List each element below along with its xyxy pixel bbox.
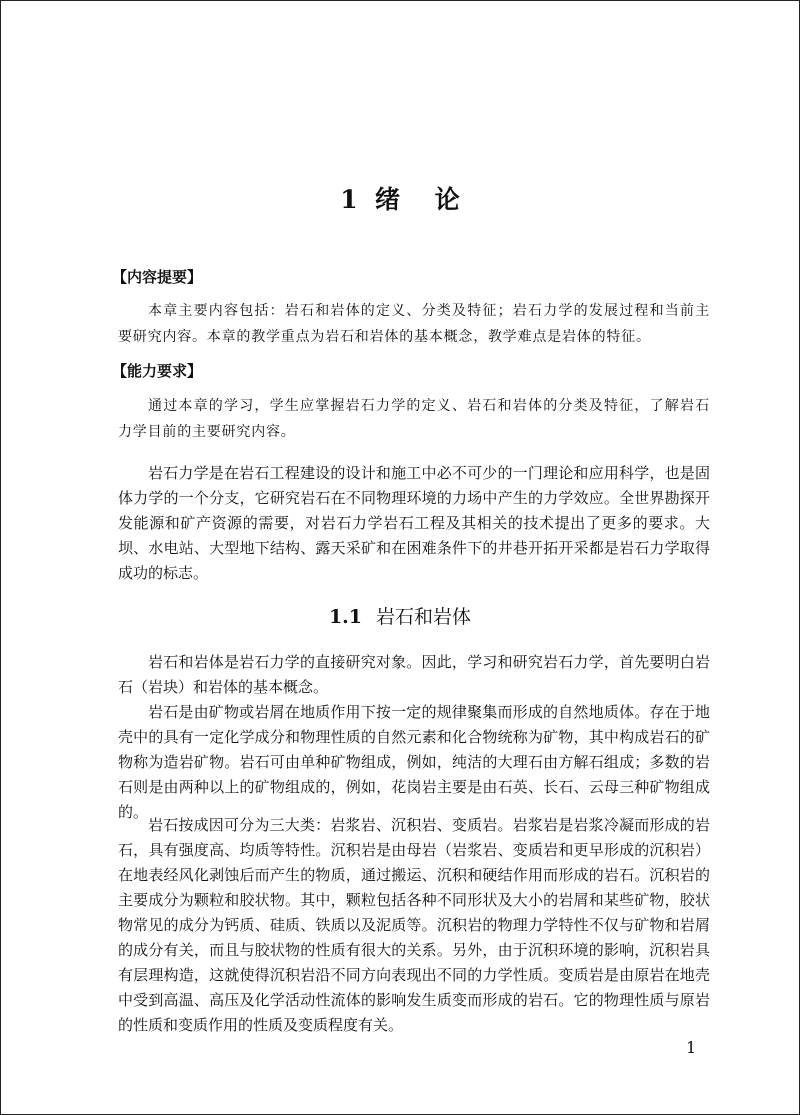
ability-text: 通过本章的学习，学生应掌握岩石力学的定义、岩石和岩体的分类及特征，了解岩石力学目前的主要研究内容。 <box>118 398 710 440</box>
section-paragraph-2: 岩石是由矿物或岩屑在地质作用下按一定的规律聚集而形成的自然地质体。存在于地壳中的具有一定化学成分和物理性质的自然元素和化合物统称为矿物，其中构成岩石的矿物称为造岩矿物。岩石可由单种矿物组成，例如，纯洁的大理石由方解石组成；多数的岩石则是由两种以上的矿物组成的，例如，花岗岩主要是由石英、长石、云母三种矿物组成的。 <box>118 703 710 821</box>
page-number: 1 <box>686 1038 697 1057</box>
section-number: 1.1 <box>328 606 363 628</box>
ability-heading: 【能力要求】 <box>112 362 203 380</box>
summary-heading: 【内容提要】 <box>112 268 203 286</box>
chapter-title: 1 绪 论 <box>340 185 460 214</box>
section-title-text: 岩石和岩体 <box>376 606 472 628</box>
section-paragraph-1: 岩石和岩体是岩石力学的直接研究对象。因此，学习和研究岩石力学，首先要明白岩石（岩块）和岩体的基本概念。 <box>118 653 710 696</box>
summary-text: 本章主要内容包括：岩石和岩体的定义、分类及特征；岩石力学的发展过程和当前主要研究内容。本章的教学重点为岩石和岩体的基本概念，教学难点是岩体的特征。 <box>118 303 710 345</box>
section-title <box>0 602 800 629</box>
intro-paragraph: 岩石力学是在岩石工程建设的设计和施工中必不可少的一门理论和应用科学，也是固体力学的一个分支，它研究岩石在不同物理环境的力场中产生的力学效应。全世界勘探开发能源和矿产资源的需要，对岩石力学岩石工程及其相关的技术提出了更多的要求。大坝、水电站、大型地下结构、露天采矿和在困难条件下的井巷开拓开采都是岩石力学取得成功的标志。 <box>118 464 710 582</box>
section-paragraph-3: 岩石按成因可分为三大类：岩浆岩、沉积岩、变质岩。岩浆岩是岩浆冷凝而形成的岩石，具有强度高、均质等特性。沉积岩是由母岩（岩浆岩、变质岩和更早形成的沉积岩）在地表经风化剥蚀后而产生的物质，通过搬运、沉积和硬结作用而形成的岩石。沉积岩的主要成分为颗粒和胶状物。其中，颗粒包括各种不同形状及大小的岩屑和某些矿物，胶状物常见的成分为钙质、硅质、铁质以及泥质等。沉积岩的物理力学特性不仅与矿物和岩屑的成分有关，而且与胶状物的性质有很大的关系。另外，由于沉积环境的影响，沉积岩具有层理构造，这就使得沉积岩沿不同方向表现出不同的力学性质。变质岩是由原岩在地壳中受到高温、高压及化学活动性流体的影响发生质变而形成的岩石。它的物理性质与原岩的性质和变质作用的性质及变质程度有关。 <box>118 816 710 1034</box>
